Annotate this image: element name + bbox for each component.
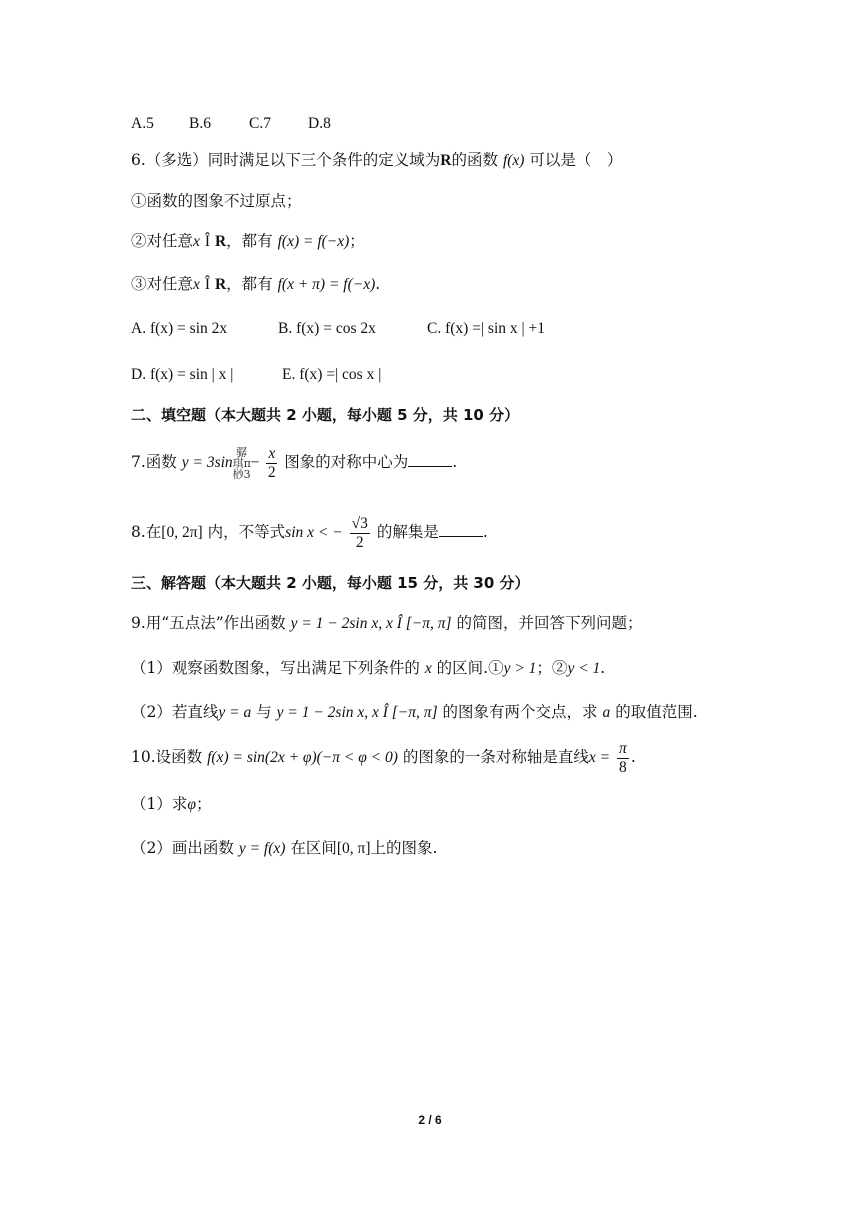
q9-stem-formula: y = 1 − 2sin x, x Î [−π, π] xyxy=(290,615,452,632)
q6-cond3-mid: ，都有 xyxy=(226,275,273,293)
q7-minus: − xyxy=(250,454,260,471)
q7 xyxy=(131,444,457,482)
q9-p2-mid: 的图象有两个交点，求 xyxy=(442,703,598,721)
q9-p1-end: . xyxy=(600,659,606,677)
q9-part-2 xyxy=(131,701,698,724)
q6-stem-fx: f(x) xyxy=(502,152,525,169)
q7-suffix: 图象的对称中心为 xyxy=(284,453,409,471)
q9-p1-cond2: y < 1 xyxy=(567,660,601,677)
q6-cond3-formula: f(x + π) = f(−x) xyxy=(277,276,376,293)
q9-p1-x: x xyxy=(424,660,432,677)
q10-axis-lhs: x = xyxy=(588,749,611,766)
q7-frac-den: 2 xyxy=(267,463,276,481)
q8-frac-den: 2 xyxy=(355,533,364,551)
q7-fraction xyxy=(266,445,277,482)
q9-stem-prefix: 9.用“五点法”作出函数 xyxy=(131,614,286,632)
q6-cond2-formula: f(x) = f(−x) xyxy=(277,233,350,250)
q6-condition-2 xyxy=(131,230,365,253)
q6-cond3-x: x xyxy=(193,276,200,293)
q10-p1-prefix: （1）求 xyxy=(131,795,188,813)
q6-option-a: A. f(x) = sin 2x xyxy=(131,320,228,337)
q9-p2-a: a xyxy=(602,704,611,721)
q10-p2-end: 上的图象. xyxy=(370,839,438,857)
q6-cond2-x: x xyxy=(193,233,200,250)
q8-frac-num: √3 xyxy=(351,514,368,532)
q8-suffix: 的解集是 xyxy=(376,523,439,541)
q9-stem xyxy=(131,612,643,635)
q9-p2-line: y = a xyxy=(218,704,252,721)
q10-stem-mid: 的图象的一条对称轴是直线 xyxy=(402,748,589,766)
q8-prefix: 8.在 xyxy=(131,523,162,541)
q6-cond2-end: ； xyxy=(349,232,365,250)
q7-garbled-bracket: 骣 琪π 桫3 xyxy=(232,445,251,481)
q6-cond1-text: ①函数的图象不过原点； xyxy=(131,192,302,210)
q8-interval: [0, 2π] xyxy=(161,524,203,541)
q7-frac-num: x xyxy=(268,444,276,462)
q10-p1-end: ； xyxy=(195,795,212,813)
q6-stem-prefix: 6.（多选）同时满足以下三个条件的定义域为 xyxy=(131,151,441,169)
q5-option-b: B.6 xyxy=(189,115,211,132)
q10-p1-phi: φ xyxy=(187,796,196,813)
q10-p2-formula: y = f(x) xyxy=(238,840,286,857)
q9-p1-mid: 的区间.① xyxy=(436,659,504,677)
q6-option-e: E. f(x) =| cos x | xyxy=(282,366,382,383)
q6-stem-mid: 的函数 xyxy=(451,151,499,169)
q10-stem xyxy=(131,737,636,778)
q6-cond2-mid: ，都有 xyxy=(226,232,273,250)
q9-part-1 xyxy=(131,657,605,680)
q5-option-c: C.7 xyxy=(249,115,271,132)
q8-fraction xyxy=(350,515,370,552)
q6-stem-suffix: 可以是（ ） xyxy=(529,151,623,169)
section-3-title: 三、解答题（本大题共 2 小题，每小题 15 分，共 30 分） xyxy=(131,574,530,592)
q9-stem-suffix: 的简图，并回答下列问题； xyxy=(456,614,643,632)
q10-part-2 xyxy=(131,837,437,860)
q8-answer-blank xyxy=(439,522,483,537)
q6-options-row-1 xyxy=(131,318,545,340)
q6-condition-3 xyxy=(131,273,380,296)
page-number: 2 / 6 xyxy=(418,1113,442,1127)
q8-inequality: sin x < − xyxy=(285,524,343,541)
q9-p1-prefix: （1）观察函数图象，写出满足下列条件的 xyxy=(131,659,420,677)
q9-p2-formula: y = 1 − 2sin x, x Î [−π, π] xyxy=(276,704,438,721)
q6-cond3-prefix: ③对任意 xyxy=(131,275,194,293)
q8 xyxy=(131,512,488,553)
q10-p2-mid: 在区间 xyxy=(290,839,337,857)
q10-p2-prefix: （2）画出函数 xyxy=(131,839,234,857)
q10-frac-den: 8 xyxy=(619,758,627,776)
q10-p2-interval: [0, π] xyxy=(336,840,371,857)
q10-fraction xyxy=(617,740,629,777)
q6-cond2-r: R xyxy=(214,233,227,250)
q8-mid: 内，不等式 xyxy=(207,523,286,541)
q6-cond2-prefix: ②对任意 xyxy=(131,232,194,250)
q10-stem-prefix: 10.设函数 xyxy=(131,748,203,766)
q5-option-a: A.5 xyxy=(131,115,154,132)
q6-options-row-2 xyxy=(131,364,381,386)
q7-end: . xyxy=(452,453,458,471)
q8-end: . xyxy=(482,523,488,541)
q10-part-1 xyxy=(131,793,211,816)
q9-p2-prefix: （2）若直线 xyxy=(131,703,219,721)
q9-p2-end: 的取值范围. xyxy=(615,703,698,721)
q6-stem xyxy=(131,149,622,172)
q6-option-b: B. f(x) = cos 2x xyxy=(278,320,376,337)
q6-condition-1 xyxy=(131,190,302,212)
q5-options-row xyxy=(131,112,331,135)
q9-p1-cond1: y > 1 xyxy=(503,660,537,677)
q10-frac-num: π xyxy=(619,739,627,757)
q5-option-d: D.8 xyxy=(308,115,331,132)
q9-p1-sep: ；② xyxy=(536,659,568,677)
q6-cond3-end: . xyxy=(375,275,381,293)
q7-formula-lhs: y = 3sin xyxy=(181,454,233,471)
q6-cond2-in: Î xyxy=(204,233,211,250)
q6-cond3-in: Î xyxy=(204,276,211,293)
section-2-heading xyxy=(131,404,519,426)
q6-option-d: D. f(x) = sin | x | xyxy=(131,366,234,383)
q9-p2-with: 与 xyxy=(256,703,272,721)
q10-end: . xyxy=(630,748,636,766)
q6-option-c: C. f(x) =| sin x | +1 xyxy=(427,320,545,337)
section-3-heading xyxy=(131,572,530,594)
q7-answer-blank xyxy=(408,452,452,467)
q10-stem-formula: f(x) = sin(2x + φ)(−π < φ < 0) xyxy=(207,749,398,766)
q6-stem-r: R xyxy=(440,152,452,169)
section-2-title: 二、填空题（本大题共 2 小题，每小题 5 分，共 10 分） xyxy=(131,406,520,424)
q6-cond3-r: R xyxy=(214,276,227,293)
q7-prefix: 7.函数 xyxy=(131,453,177,471)
